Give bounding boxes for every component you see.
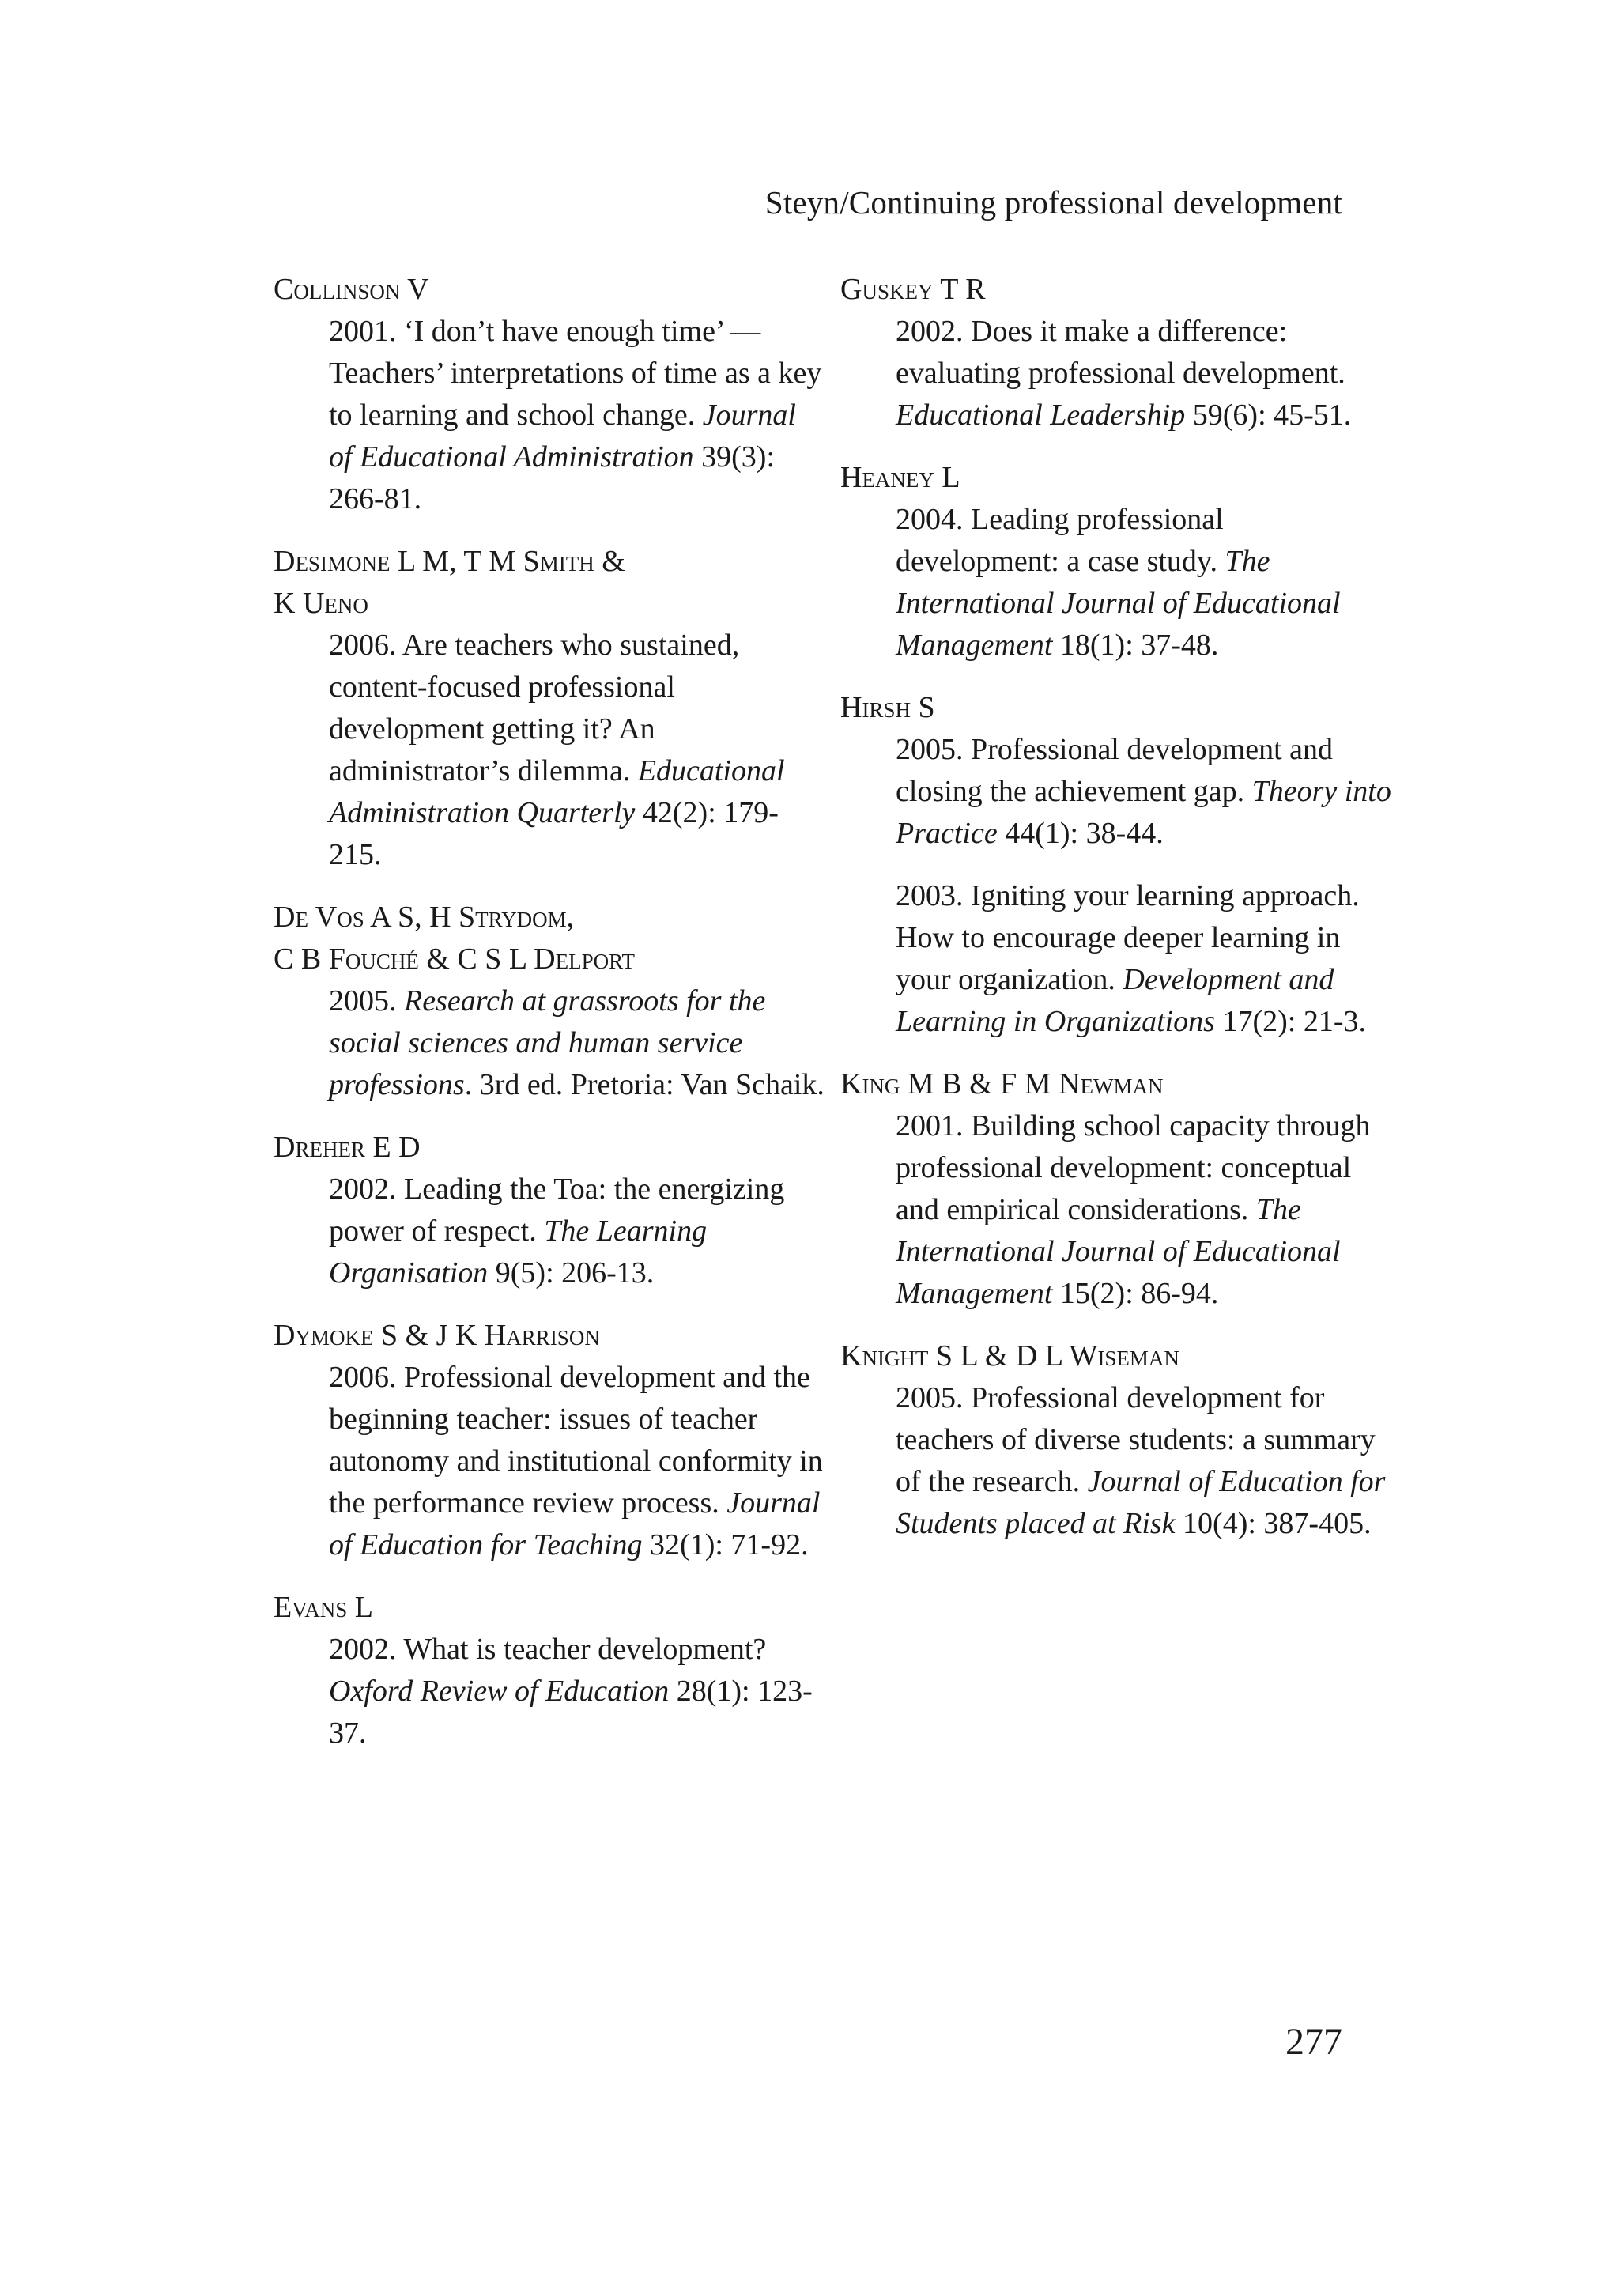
- entry-title-italic: The Learning Organisation: [329, 1214, 708, 1290]
- reference-item: [274, 1587, 827, 1754]
- entry-citation: 42(2): 179-215.: [329, 796, 779, 871]
- reference-entry: [896, 499, 1394, 667]
- reference-author: Dreher E D: [274, 1131, 421, 1164]
- entry-text: 2005. Professional development and closing the achievement gap.: [896, 733, 1334, 808]
- reference-item: [274, 1315, 827, 1566]
- entry-citation: 28(1): 123-37.: [329, 1675, 813, 1750]
- reference-entry: [329, 1629, 827, 1754]
- entry-text: 2005.: [329, 984, 404, 1018]
- reference-entry: [896, 1105, 1394, 1315]
- entry-title-italic: Oxford Review of Education: [329, 1675, 670, 1708]
- reference-entry: [329, 625, 827, 876]
- reference-author: Evans L: [274, 1591, 373, 1624]
- entry-citation: 15(2): 86-94.: [1052, 1277, 1219, 1310]
- reference-entry: [329, 1357, 827, 1566]
- entry-text: 2002. What is teacher development?: [329, 1633, 767, 1666]
- reference-author: Dymoke S & J K Harrison: [274, 1319, 600, 1352]
- entry-title-italic: Theory into Practice: [896, 775, 1391, 850]
- entry-title-italic: Development and Learning in Organizations: [896, 963, 1334, 1038]
- entry-citation: 10(4): 387-405.: [1175, 1507, 1372, 1540]
- entry-citation: 59(6): 45-51.: [1185, 398, 1352, 432]
- reference-item: [274, 1127, 827, 1294]
- entry-title-italic: Journal of Education for Teaching: [329, 1486, 821, 1562]
- page-number: 277: [1285, 2021, 1342, 2063]
- entry-text: 2006. Professional development and the beginning teacher: issues of teacher autonomy and institutional conformity in the performance review process.: [329, 1361, 823, 1520]
- reference-entry: [896, 311, 1394, 436]
- reference-item: [840, 457, 1394, 667]
- entry-title-italic: Research at grassroots for the social sciences and human service professions: [329, 984, 766, 1101]
- reference-author: Collinson V: [274, 273, 429, 306]
- entry-citation: 32(1): 71-92.: [642, 1528, 809, 1562]
- reference-author: K Ueno: [274, 587, 368, 620]
- reference-author: Knight S L & D L Wiseman: [840, 1339, 1179, 1373]
- entry-text: 2004. Leading professional development: a case study.: [896, 503, 1225, 578]
- reference-author: Desimone L M, T M Smith &: [274, 545, 625, 578]
- entry-citation: 17(2): 21-3.: [1214, 1005, 1367, 1038]
- right-column: [840, 269, 1394, 1565]
- entry-text: 2001. ‘I don’t have enough time’ — Teachers’ interpretations of time as a key to learning and school change.: [329, 315, 822, 432]
- reference-item: [840, 269, 1394, 436]
- entry-text: 2002. Does it make a difference: evaluating professional development.: [896, 315, 1345, 390]
- entry-citation: 18(1): 37-48.: [1052, 629, 1219, 662]
- reference-item: [274, 897, 827, 1106]
- entry-citation: 39(3): 266-81.: [329, 440, 776, 515]
- entry-title-italic: The International Journal of Educational Management: [896, 1193, 1341, 1310]
- running-head: Steyn/Continuing professional development: [764, 184, 1342, 221]
- reference-entry: [896, 875, 1394, 1043]
- reference-author: Hirsh S: [840, 691, 935, 724]
- entry-text: 2005. Professional development for teachers of diverse students: a summary of the research.: [896, 1381, 1376, 1498]
- entry-citation: . 3rd ed. Pretoria: Van Schaik.: [464, 1068, 825, 1101]
- reference-entry: [329, 1169, 827, 1294]
- reference-author: King M B & F M Newman: [840, 1067, 1164, 1101]
- entry-title-italic: The International Journal of Educational Management: [896, 545, 1341, 662]
- reference-item: [840, 1335, 1394, 1545]
- reference-entry: [896, 729, 1394, 855]
- reference-author: Guskey T R: [840, 273, 986, 306]
- reference-item: [840, 1063, 1394, 1315]
- entry-text: 2001. Building school capacity through professional development: conceptual and empirical considerations.: [896, 1109, 1371, 1226]
- entry-title-italic: Journal of Education for Students placed at Risk: [896, 1465, 1386, 1540]
- reference-entry: [329, 980, 827, 1106]
- reference-item: [274, 269, 827, 520]
- entry-text: 2002. Leading the Toa: the energizing power of respect.: [329, 1173, 785, 1248]
- reference-author: De Vos A S, H Strydom,: [274, 901, 575, 934]
- entry-title-italic: Educational Administration Quarterly: [329, 754, 785, 829]
- entry-title-italic: Educational Leadership: [896, 398, 1186, 432]
- entry-citation: 9(5): 206-13.: [488, 1256, 655, 1290]
- reference-item: [274, 541, 827, 876]
- reference-author: C B Fouché & C S L Delport: [274, 942, 635, 976]
- reference-item: [840, 687, 1394, 1043]
- entry-text: 2003. Igniting your learning approach. How to encourage deeper learning in your organization.: [896, 879, 1360, 996]
- left-column: [274, 269, 827, 1775]
- reference-entry: [896, 1377, 1394, 1545]
- entry-citation: 44(1): 38-44.: [997, 817, 1164, 850]
- reference-entry: [329, 311, 827, 520]
- reference-author: Heaney L: [840, 461, 960, 494]
- entry-text: 2006. Are teachers who sustained, content-focused professional development getting it? An administrator’s dilemma.: [329, 629, 740, 787]
- entry-title-italic: Journal of Educational Administration: [329, 398, 796, 474]
